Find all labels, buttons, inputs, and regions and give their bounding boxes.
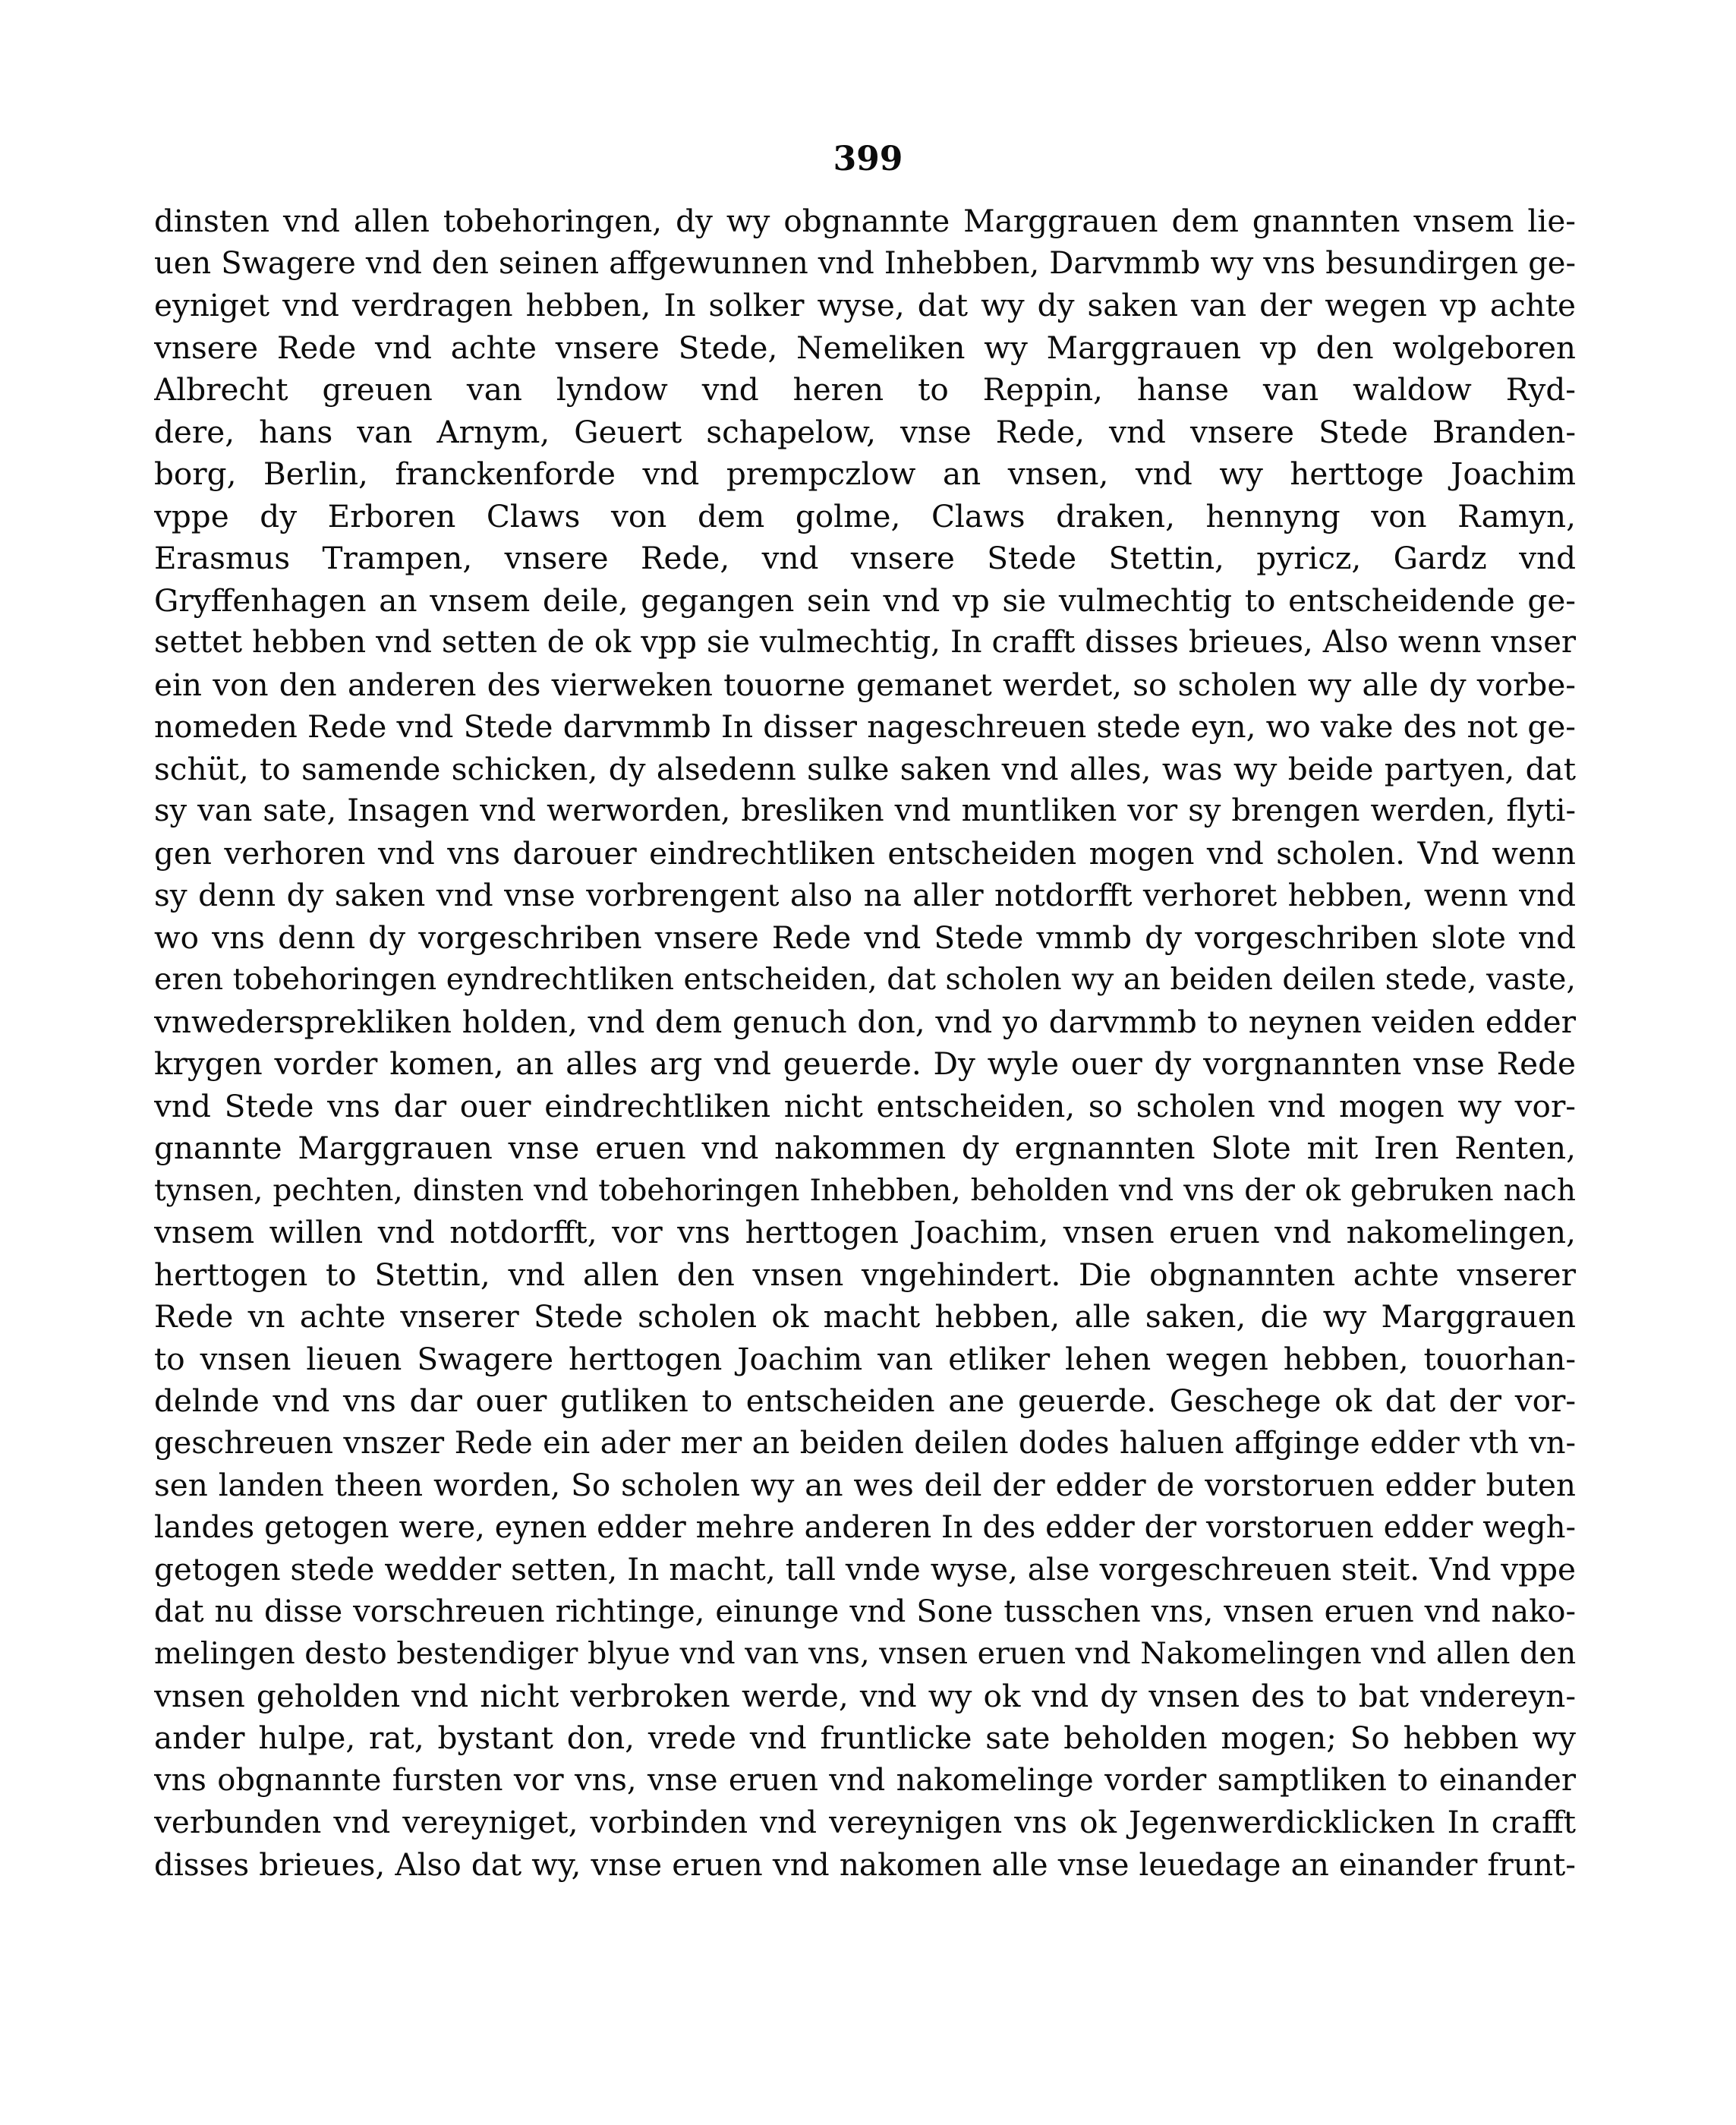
page-number: 399 (833, 140, 903, 178)
text-line: to vnsen lieuen Swagere herttogen Joachim van etliker lehen wegen hebben, touorhan- (154, 1340, 1576, 1377)
text-line: disses brieues, Also dat wy, vnse eruen vnd nakomen alle vnse leuedage an einander frunt- (154, 1846, 1576, 1883)
body-text (154, 200, 1576, 1886)
text-line: sy denn dy saken vnd vnse vorbrengent also na aller notdorfft verhoret hebben, wenn vnd (154, 877, 1576, 913)
text-line: vnsen geholden vnd nicht verbroken werde, vnd wy ok vnd dy vnsen des to bat vndereyn- (154, 1677, 1576, 1714)
text-line: gnannte Marggrauen vnse eruen vnd nakommen dy ergnannten Slote mit Iren Renten, (154, 1130, 1576, 1166)
text-line: wo vns denn dy vorgeschriben vnsere Rede vnd Stede vmmb dy vorgeschriben slote vnd (154, 919, 1576, 956)
text-line: melingen desto bestendiger blyue vnd van vns, vnsen eruen vnd Nakomelingen vnd allen den (154, 1636, 1576, 1671)
text-line: sy van sate, Insagen vnd werworden, bresliken vnd muntliken vor sy brengen werden, flyti- (154, 793, 1576, 828)
text-line: krygen vorder komen, an alles arg vnd geuerde. Dy wyle ouer dy vorgnannten vnse Rede (154, 1045, 1576, 1082)
text-line: Albrecht greuen van lyndow vnd heren to Reppin, hanse van waldow Ryd- (154, 371, 1576, 408)
text-line: herttogen to Stettin, vnd allen den vnsen vngehindert. Die obgnannten achte vnserer (154, 1256, 1576, 1293)
text-line: Erasmus Trampen, vnsere Rede, vnd vnsere Stede Stettin, pyricz, Gardz vnd (154, 540, 1576, 576)
text-line: dere, hans van Arnym, Geuert schapelow, vnse Rede, vnd vnsere Stede Branden- (154, 413, 1576, 450)
text-line: gen verhoren vnd vns darouer eindrechtliken entscheiden mogen vnd scholen. Vnd wenn (154, 834, 1576, 872)
text-line: geschreuen vnszer Rede ein ader mer an beiden deilen dodes haluen affginge edder vth vn- (154, 1425, 1576, 1461)
text-line: vnsere Rede vnd achte vnsere Stede, Nemeliken wy Marggrauen vp den wolgeboren (154, 329, 1576, 366)
text-line: vppe dy Erboren Claws von dem golme, Claws draken, hennyng von Ramyn, (154, 497, 1576, 534)
text-line: settet hebben vnd setten de ok vpp sie vulmechtig, In crafft disses brieues, Also wenn vnser (154, 625, 1576, 660)
text-line: vns obgnannte fursten vor vns, vnse eruen vnd nakomelinge vorder samptliken to einander (154, 1762, 1576, 1798)
text-line: nomeden Rede vnd Stede darvmmb In disser nageschreuen stede eyn, wo vake des not ge- (154, 708, 1576, 745)
text-line: ander hulpe, rat, bystant don, vrede vnd fruntlicke sate beholden mogen; So hebben wy (154, 1720, 1576, 1756)
text-line: getogen stede wedder setten, In macht, tall vnde wyse, alse vorgeschreuen steit. Vnd vppe (154, 1551, 1576, 1587)
text-line: verbunden vnd vereyniget, vorbinden vnd vereynigen vns ok Jegenwerdicklicken In crafft (154, 1804, 1576, 1840)
text-line: vnsem willen vnd notdorfft, vor vns herttogen Joachim, vnsen eruen vnd nakomelingen, (154, 1214, 1576, 1250)
text-line: eren tobehoringen eyndrechtliken entscheiden, dat scholen wy an beiden deilen stede, vaste, (154, 962, 1576, 997)
text-line: vnd Stede vns dar ouer eindrechtliken nicht entscheiden, so scholen vnd mogen wy vor- (154, 1087, 1576, 1124)
text-line: uen Swagere vnd den seinen affgewunnen vnd Inhebben, Darvmmb wy vns besundirgen ge- (154, 245, 1576, 281)
text-line: delnde vnd vns dar ouer gutliken to entscheiden ane geuerde. Geschege ok dat der vor- (154, 1383, 1576, 1419)
text-line: borg, Berlin, franckenforde vnd prempczlow an vnsen, vnd wy herttoge Joachim (154, 456, 1576, 492)
text-line: eyniget vnd verdragen hebben, In solker wyse, dat wy dy saken van der wegen vp achte (154, 287, 1576, 323)
text-line: sen landen theen worden, So scholen wy an wes deil der edder de vorstoruen edder buten (154, 1467, 1576, 1503)
text-line: dat nu disse vorschreuen richtinge, einunge vnd Sone tusschen vns, vnsen eruen vnd nako- (154, 1594, 1576, 1629)
text-line: dinsten vnd allen tobehoringen, dy wy obgnannte Marggrauen dem gnannten vnsem lie- (154, 203, 1576, 239)
text-line: Gryffenhagen an vnsem deile, gegangen sein vnd vp sie vulmechtig to entscheidende ge- (154, 582, 1576, 619)
text-line: landes getogen were, eynen edder mehre anderen In des edder der vorstoruen edder wegh- (154, 1509, 1576, 1545)
text-line: tynsen, pechten, dinsten vnd tobehoringen Inhebben, beholden vnd vns der ok gebruken nach (154, 1173, 1576, 1208)
text-line: vnwedersprekliken holden, vnd dem genuch don, vnd yo darvmmb to neynen veiden edder (154, 1003, 1576, 1040)
text-line: ein von den anderen des vierweken touorne gemanet werdet, so scholen wy alle dy vorbe- (154, 666, 1576, 703)
text-line: Rede vn achte vnserer Stede scholen ok macht hebben, alle saken, die wy Marggrauen (154, 1298, 1576, 1335)
text-line: schüt, to samende schicken, dy alsedenn sulke saken vnd alles, was wy beide partyen, dat (154, 750, 1576, 787)
